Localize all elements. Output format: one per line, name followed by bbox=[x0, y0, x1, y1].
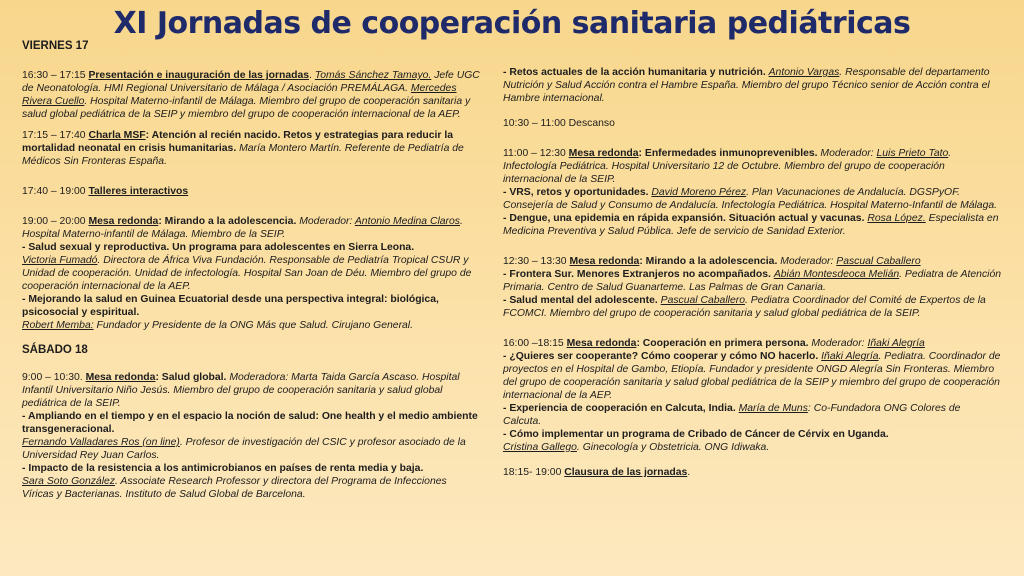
talk-title: - Ampliando en el tiempo y en el espacio la noción de salud: One health y el medio ambiente transgeneracional. bbox=[22, 411, 478, 435]
talk-title: - Experiencia de cooperación en Calcuta, India. bbox=[503, 403, 736, 414]
session-time: 16:00 –18:15 bbox=[503, 338, 567, 349]
speaker-link[interactable]: Iñaki Alegría bbox=[821, 351, 879, 362]
session-type: Clausura de las jornadas bbox=[564, 467, 688, 478]
speaker-link[interactable]: Robert Memba: bbox=[22, 320, 94, 331]
talk-title: - ¿Quieres ser cooperante? Cómo cooperar y cómo NO hacerlo. bbox=[503, 351, 819, 362]
speaker-link[interactable]: Victoria Fumadó bbox=[22, 255, 98, 266]
speaker-link[interactable]: Pascual Caballero bbox=[660, 295, 745, 306]
session-time: 11:00 – 12:30 bbox=[503, 148, 569, 159]
session-vaccine-preventable: 11:00 – 12:30 Mesa redonda: Enfermedades inmunoprevenibles. Moderador: Luis Prieto Tato. Infectología Pediátrica. Hospital Universitario 12 de Octubre. Miembro del grupo de cooperación internacional de la SEIP. - VRS, retos y oportunidades. David Moreno Pérez. Plan Vacunaciones de Andalucía. DGSPyOF. Consejería de Salud y Consumo de Andalucía. Infectología Pediátrica. Hospital Materno-Infantil de Málaga. - Dengue, una epidemia en rápida expansión. Situación actual y vacunas. Rosa López. Especialista en Medicina Preventiva y Salud Pública. Jefe de servicio de Sanidad Exterior. bbox=[503, 148, 999, 237]
talk-title: - Mejorando la salud en Guinea Ecuatorial desde una perspectiva integral: biológica, psicosocial y espiritual. bbox=[22, 294, 439, 318]
speaker-link[interactable]: Mercedes Rivera Cuello bbox=[22, 83, 457, 107]
speaker-link[interactable]: Antonio Vargas bbox=[768, 67, 840, 78]
speaker-link[interactable]: Fernando Valladares Ros (on line) bbox=[22, 437, 180, 448]
session-closing: 18:15- 19:00 Clausura de las jornadas. bbox=[503, 467, 691, 478]
page-title: XI Jornadas de cooperación sanitaria pediátricas bbox=[113, 6, 911, 41]
talk-title: - Retos actuales de la acción humanitaria y nutrición. bbox=[503, 67, 766, 78]
speaker-link[interactable]: Abián Montesdeoca Melián bbox=[773, 269, 900, 280]
session-global-health: 9:00 – 10:30. Mesa redonda: Salud global. Moderadora: Marta Taida García Ascaso. Hospital Infantil Universitario Niño Jesús. Miembro del grupo de cooperación sanitaria y salud global pediátrica de la SEIP. - Ampliando en el tiempo y en el espacio la noción de salud: One health y el medio ambiente transgeneracional. Fernando Valladares Ros (on line). Profesor de investigación del CSIC y profesor asociado de la Universidad Rey Juan Carlos. - Impacto de la resistencia a los antimicrobianos en países de renta media y baja. Sara Soto González. Associate Research Professor y directora del Programa de Infecciones Víricas y Bacterianas. Instituto de Salud Global de Barcelona. bbox=[22, 371, 480, 501]
session-time: 18:15- 19:00 bbox=[503, 467, 565, 478]
speaker-link[interactable]: Cristina Gallego bbox=[503, 442, 577, 453]
moderator-link[interactable]: Antonio Medina Claros bbox=[354, 216, 460, 227]
session-time: 17:40 – 19:00 bbox=[22, 186, 89, 197]
talk-title: - Frontera Sur. Menores Extranjeros no acompañados. bbox=[503, 269, 771, 280]
session-topic: : Mirando a la adolescencia. bbox=[639, 256, 778, 267]
break-slot bbox=[503, 117, 1001, 130]
speaker-link[interactable]: Tomás Sánchez Tamayo. bbox=[314, 70, 432, 81]
talk-title: - Dengue, una epidemia en rápida expansión. Situación actual y vacunas. bbox=[503, 213, 865, 224]
speaker-link[interactable]: Sara Soto González bbox=[22, 476, 115, 487]
moderator-link[interactable]: Iñaki Alegría bbox=[867, 338, 925, 349]
speaker-link[interactable]: María de Muns bbox=[738, 403, 808, 414]
session-type: Mesa redonda bbox=[568, 148, 639, 159]
moderator-link[interactable]: Pascual Caballero bbox=[836, 256, 921, 267]
session-adolescence-saturday: 12:30 – 13:30 Mesa redonda: Mirando a la adolescencia. Moderador: Pascual Caballero - Frontera Sur. Menores Extranjeros no acompañados. Abián Montesdeoca Melián. Pediatra de Atención Primaria. Centro de Salud Guanarteme. Las Palmas de Gran Canaria. - Salud mental del adolescente. Pascual Caballero. Pediatra Coordinador del Comité de Expertos de la FCOMCI. Miembro del grupo de cooperación sanitaria y salud global pediátrica de la SEIP. bbox=[503, 256, 1002, 319]
session-msf-talk: 17:15 – 17:40 Charla MSF: Atención al recién nacido. Retos y estrategias para reducir la mortalidad neonatal en crisis humanitarias. María Montero Martín. Referente de Pediatría de Médicos Sin Fronteras España. bbox=[22, 130, 464, 167]
session-time: 12:30 – 13:30 bbox=[503, 256, 570, 267]
talk-title: - Salud sexual y reproductiva. Un programa para adolescentes en Sierra Leona. bbox=[22, 242, 415, 253]
session-topic: : Mirando a la adolescencia. bbox=[158, 216, 297, 227]
session-time: 9:00 – 10:30. bbox=[22, 372, 86, 383]
talk-title: - VRS, retos y oportunidades. bbox=[503, 187, 649, 198]
session-cooperation-first-person: 16:00 –18:15 Mesa redonda: Cooperación en primera persona. Moderador: Iñaki Alegría - ¿Quieres ser cooperante? Cómo cooperar y cómo NO hacerlo. Iñaki Alegría. Pediatra. Coordinador de proyectos en el Hospital de Gambo, Etiopía. Fundador y presidente ONGD Alegría Sin Fronteras. Miembro del grupo de cooperación sanitaria y salud global pediátrica de la SEIP y miembro del grupo de cooperación internacional de la AEP. - Experiencia de cooperación en Calcuta, India. María de Muns: Co-Fundadora ONG Colores de Calcuta. - Cómo implementar un programa de Cribado de Cáncer de Cérvix en Uganda. Cristina Gallego. Ginecología y Obstetricia. ONG Idiwaka. bbox=[503, 338, 1001, 453]
day-heading-friday: VIERNES 17 bbox=[22, 40, 89, 52]
session-type: Mesa redonda bbox=[566, 338, 637, 349]
session-time: 19:00 – 20:00 bbox=[22, 216, 89, 227]
talk-title: - Impacto de la resistencia a los antimicrobianos en países de renta media y baja. bbox=[22, 463, 424, 474]
session-continued-humanitarian: - Retos actuales de la acción humanitaria y nutrición. Antonio Vargas. Responsable del departamento Nutrición y Salud Acción contra el Hambre España. Miembro del grupo Técnico senior de Acción contra el Hambre internacional. bbox=[503, 67, 990, 104]
speaker-link[interactable]: David Moreno Pérez bbox=[651, 187, 747, 198]
session-topic: : Salud global. bbox=[155, 372, 227, 383]
session-type: Mesa redonda bbox=[569, 256, 640, 267]
session-time: 17:15 – 17:40 bbox=[22, 130, 89, 141]
session-type: Charla MSF bbox=[88, 130, 146, 141]
session-title: Presentación e inauguración de las jornadas bbox=[88, 70, 310, 81]
session-topic: : Enfermedades inmunoprevenibles. bbox=[638, 148, 818, 159]
session-adolescence-friday: 19:00 – 20:00 Mesa redonda: Mirando a la adolescencia. Moderador: Antonio Medina Claros. Hospital Materno-infantil de Málaga. Miembro de la SEIP. - Salud sexual y reproductiva. Un programa para adolescentes en Sierra Leona. Victoria Fumadó. Directora de África Viva Fundación. Responsable de Pediatría Tropical CSUR y Unidad de cooperación. Unidad de infectología. Hospital San Joan de Déu. Miembro del grupo de cooperación internacional de la AEP. - Mejorando la salud en Guinea Ecuatorial desde una perspectiva integral: biológica, psicosocial y espiritual. Robert Memba: Fundador y Presidente de la ONG Más que Salud. Cirujano General. bbox=[22, 215, 480, 332]
session-workshops bbox=[22, 185, 480, 198]
talk-title: - Salud mental del adolescente. bbox=[503, 295, 658, 306]
session-topic: : Atención al recién nacido. Retos y estrategias para reducir la mortalidad neonatal en crisis humanitarias. bbox=[22, 130, 454, 154]
day-heading-saturday: SÁBADO 18 bbox=[22, 344, 88, 356]
session-time: 16:30 – 17:15 bbox=[22, 70, 89, 81]
left-column bbox=[22, 40, 480, 509]
session-topic: : Cooperación en primera persona. bbox=[636, 338, 809, 349]
speaker-link[interactable]: Rosa López. bbox=[867, 213, 926, 224]
session-inauguration: 16:30 – 17:15 Presentación e inauguración de las jornadas. Tomás Sánchez Tamayo. Jefe UGC de Neonatología. HMI Regional Universitario de Málaga / Asociación PREMÁLAGA. Mercedes Rivera Cuello. Hospital Materno-infantil de Málaga. Miembro del grupo de cooperación sanitaria y salud global pediátrica de la SEIP y miembro del grupo de cooperación internacional de la AEP. bbox=[22, 70, 480, 120]
session-type: Talleres interactivos bbox=[88, 186, 189, 197]
moderator-link[interactable]: Luis Prieto Tato bbox=[876, 148, 949, 159]
right-column bbox=[503, 66, 1001, 487]
talk-title: - Cómo implementar un programa de Cribado de Cáncer de Cérvix en Uganda. bbox=[503, 429, 889, 440]
session-type: Mesa redonda bbox=[88, 216, 159, 227]
session-type: Mesa redonda bbox=[85, 372, 156, 383]
break-label: 10:30 – 11:00 Descanso bbox=[503, 118, 615, 129]
